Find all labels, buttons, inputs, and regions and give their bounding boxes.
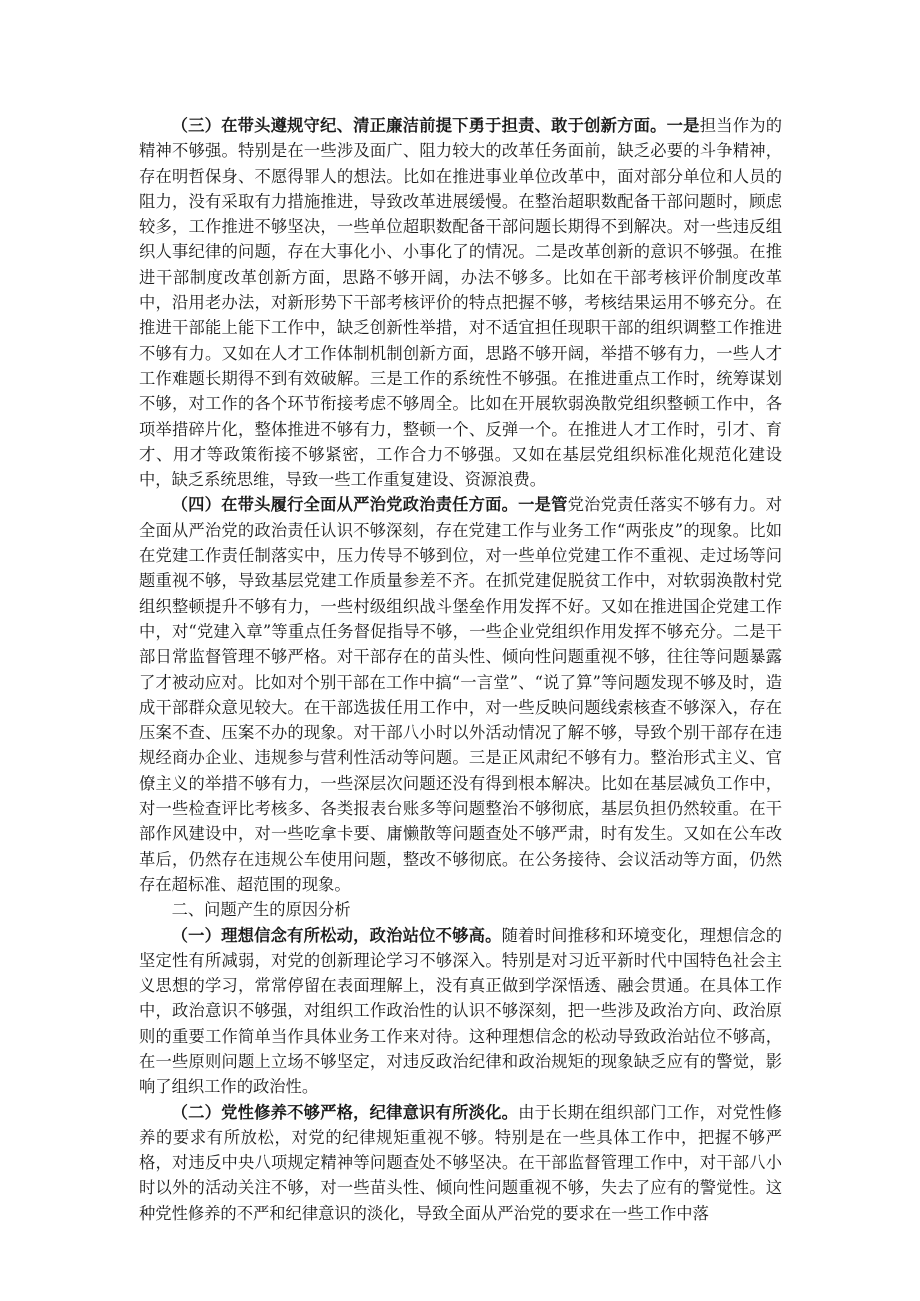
paragraph-body: 担当作为的精神不够强。特别是在一些涉及面广、阻力较大的改革任务面前，缺乏必要的斗争精神，存在明哲保身、不愿得罪人的想法。比如在推进事业单位改革中，面对部分单位和人员的阻力，没有采取有力措施推进，导致改革进展缓慢。在整治超职数配备干部问题时，顾虑较多，工作推进不够坚决，一些单位超职数配备干部问题长期得不到解决。对一些违反组织人事纪律的问题，存在大事化小、小事化了的情况。二是改革创新的意识不够强。在推进干部制度改革创新方面，思路不够开阔，办法不够多。比如在干部考核评价制度改革中，沿用老办法，对新形势下干部考核评价的特点把握不够，考核结果运用不够充分。在推进干部能上能下工作中，缺乏创新性举措，对不适宜担任现职干部的组织调整工作推进不够有力。又如在人才工作体制机制创新方面，思路不够开阔，举措不够有力，一些人才工作难题长期得不到有效破解。三是工作的系统性不够强。在推进重点工作时，统筹谋划不够，对工作的各个环节衔接考虑不够周全。比如在开展软弱涣散党组织整顿工作中，各项举措碎片化，整体推进不够有力，整顿一个、反弹一个。在推进人才工作时，引才、育才、用才等政策衔接不够紧密，工作合力不够强。又如在基层党组织标准化规范化建设中，缺乏系统思维，导致一些工作重复建设、资源浪费。	[139, 116, 782, 490]
paragraph-lead: （三）在带头遵规守纪、清正廉洁前提下勇于担责、敢于创新方面。一是	[171, 116, 700, 135]
paragraph-lead: （二）党性修养不够严格，纪律意识有所淡化。	[171, 1102, 519, 1122]
paragraph-cause-1	[139, 923, 782, 1100]
paragraph-section-4	[139, 492, 782, 897]
paragraph-lead: （一）理想信念有所松动，政治站位不够高。	[171, 925, 502, 945]
paragraph-section-3	[139, 113, 782, 492]
paragraph-cause-2	[139, 1100, 782, 1226]
paragraph-lead: （四）在带头履行全面从严治党政治责任方面。一是管	[171, 495, 568, 515]
paragraph-body: 党治党责任落实不够有力。对全面从严治党的政治责任认识不够深刻，存在党建工作与业务工作“两张皮”的现象。比如在党建工作责任制落实中，压力传导不够到位，对一些单位党建工作不重视、走过场等问题重视不够，导致基层党建工作质量参差不齐。在抓党建促脱贫工作中，对软弱涣散村党组织整顿提升不够有力，一些村级组织战斗堡垒作用发挥不好。又如在推进国企党建工作中，对“党建入章”等重点任务督促指导不够，一些企业党组织作用发挥不够充分。二是干部日常监督管理不够严格。对干部存在的苗头性、倾向性问题重视不够，往往等问题暴露了才被动应对。比如对个别干部在工作中搞“一言堂”、“说了算”等问题发现不够及时，造成干部群众意见较大。在干部选拔任用工作中，对一些反映问题线索核查不够深入，存在压案不查、压案不办的现象。对干部八小时以外活动情况了解不够，导致个别干部存在违规经商办企业、违规参与营利性活动等问题。三是正风肃纪不够有力。整治形式主义、官僚主义的举措不够有力，一些深层次问题还没有得到根本解决。比如在基层减负工作中，对一些检查评比考核多、各类报表台账多等问题整治不够彻底，基层负担仍然较重。在干部作风建设中，对一些吃拿卡要、庸懒散等问题查处不够严肃，时有发生。又如在公车改革后，仍然存在违规公车使用问题，整改不够彻底。在公务接待、会议活动等方面，仍然存在超标准、超范围的现象。	[139, 495, 782, 894]
paragraph-body: 由于长期在组织部门工作，对党性修养的要求有所放松，对党的纪律规矩重视不够。特别是在一些具体工作中，把握不够严格，对违反中央八项规定精神等问题查处不够坚决。在干部监督管理工作中，对干部八小时以外的活动关注不够，对一些苗头性、倾向性问题重视不够，失去了应有的警觉性。这种党性修养的不严和纪律意识的淡化，导致全面从严治党的要求在一些工作中落	[139, 1102, 782, 1223]
section-heading: 二、问题产生的原因分析	[171, 900, 351, 920]
paragraph-body: 随着时间推移和环境变化，理想信念的坚定性有所减弱，对党的创新理论学习不够深入。特别是对习近平新时代中国特色社会主义思想的学习，常常停留在表面理解上，没有真正做到学深悟透、融会贯通。在具体工作中，政治意识不够强，对组织工作政治性的认识不够深刻，把一些涉及政治方向、政治原则的重要工作简单当作具体业务工作来对待。这种理想信念的松动导致政治站位不够高，在一些原则问题上立场不够坚定，对违反政治纪律和政治规矩的现象缺乏应有的警觉，影响了组织工作的政治性。	[139, 925, 782, 1097]
